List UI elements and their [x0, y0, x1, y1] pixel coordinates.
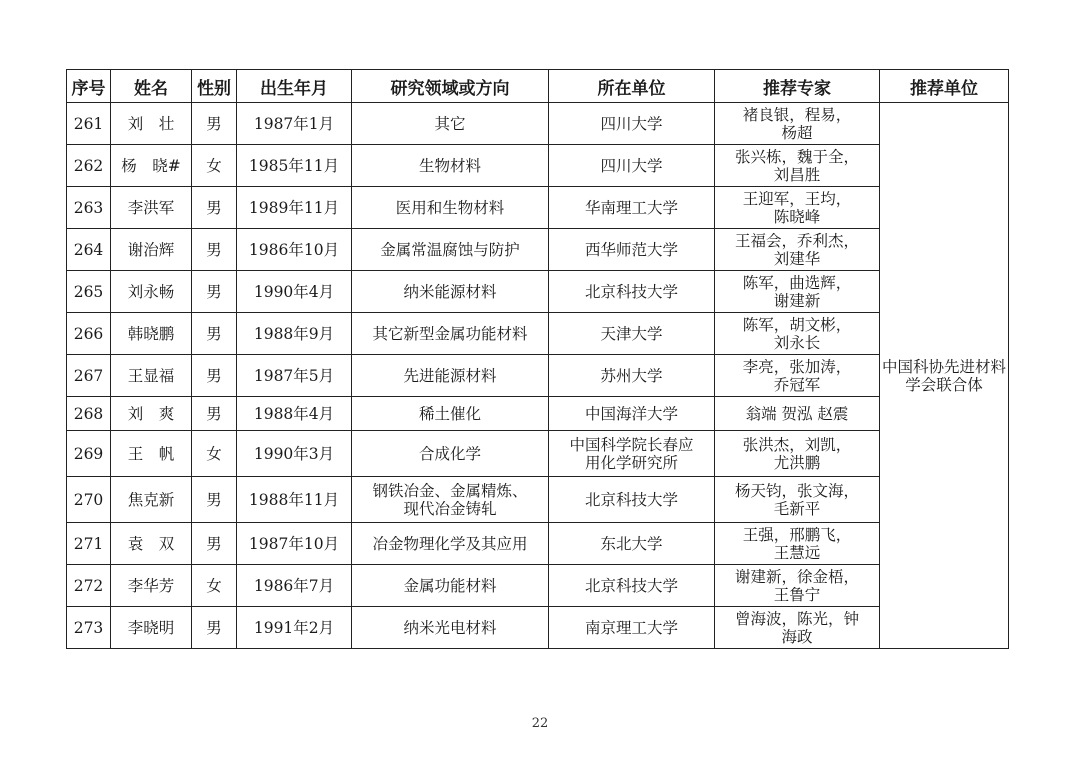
cell-org: 西华师范大学 — [549, 229, 715, 271]
table-row — [67, 103, 1009, 145]
cell-org: 北京科技大学 — [549, 565, 715, 607]
cell-seq: 265 — [67, 271, 111, 313]
cell-name: 李华芳 — [111, 565, 192, 607]
cell-gender: 女 — [192, 565, 237, 607]
header-name: 姓名 — [111, 70, 192, 103]
cell-field: 医用和生物材料 — [352, 187, 549, 229]
table-row — [67, 523, 1009, 565]
table-row — [67, 355, 1009, 397]
cell-gender: 男 — [192, 271, 237, 313]
cell-birth: 1985年11月 — [237, 145, 352, 187]
cell-org: 天津大学 — [549, 313, 715, 355]
cell-seq: 272 — [67, 565, 111, 607]
cell-org: 中国科学院长春应 用化学研究所 — [549, 431, 715, 477]
cell-org: 北京科技大学 — [549, 477, 715, 523]
header-org: 所在单位 — [549, 70, 715, 103]
cell-org: 四川大学 — [549, 145, 715, 187]
cell-name: 韩晓鹏 — [111, 313, 192, 355]
header-birth: 出生年月 — [237, 70, 352, 103]
cell-gender: 男 — [192, 397, 237, 431]
cell-name: 焦克新 — [111, 477, 192, 523]
cell-seq: 266 — [67, 313, 111, 355]
cell-gender: 女 — [192, 431, 237, 477]
cell-experts: 张兴栋，魏于全， 刘昌胜 — [715, 145, 880, 187]
cell-field: 冶金物理化学及其应用 — [352, 523, 549, 565]
cell-birth: 1986年10月 — [237, 229, 352, 271]
cell-field: 钢铁冶金、金属精炼、 现代冶金铸轧 — [352, 477, 549, 523]
header-row — [67, 70, 1009, 103]
cell-experts: 陈军，曲选辉， 谢建新 — [715, 271, 880, 313]
cell-experts: 曾海波，陈光，钟 海政 — [715, 607, 880, 649]
cell-org: 华南理工大学 — [549, 187, 715, 229]
cell-birth: 1988年4月 — [237, 397, 352, 431]
cell-birth: 1989年11月 — [237, 187, 352, 229]
cell-experts: 陈军，胡文彬， 刘永长 — [715, 313, 880, 355]
cell-seq: 268 — [67, 397, 111, 431]
cell-birth: 1990年3月 — [237, 431, 352, 477]
cell-seq: 270 — [67, 477, 111, 523]
cell-experts: 王迎军，王均， 陈晓峰 — [715, 187, 880, 229]
cell-experts: 杨天钧，张文海， 毛新平 — [715, 477, 880, 523]
cell-field: 其它新型金属功能材料 — [352, 313, 549, 355]
table-row — [67, 565, 1009, 607]
cell-org: 四川大学 — [549, 103, 715, 145]
cell-field: 生物材料 — [352, 145, 549, 187]
candidate-table — [66, 69, 1009, 649]
cell-birth: 1990年4月 — [237, 271, 352, 313]
cell-seq: 263 — [67, 187, 111, 229]
header-recommender: 推荐单位 — [880, 70, 1009, 103]
header-experts: 推荐专家 — [715, 70, 880, 103]
cell-field: 金属常温腐蚀与防护 — [352, 229, 549, 271]
cell-name: 刘 爽 — [111, 397, 192, 431]
cell-name: 谢治辉 — [111, 229, 192, 271]
cell-org: 苏州大学 — [549, 355, 715, 397]
table-row — [67, 477, 1009, 523]
cell-experts: 王强，邢鹏飞， 王慧远 — [715, 523, 880, 565]
cell-experts: 王福会，乔利杰， 刘建华 — [715, 229, 880, 271]
cell-experts: 翁端 贺泓 赵震 — [715, 397, 880, 431]
cell-field: 稀土催化 — [352, 397, 549, 431]
cell-birth: 1988年11月 — [237, 477, 352, 523]
table-body — [67, 103, 1009, 649]
table-row — [67, 145, 1009, 187]
cell-experts: 李亮，张加涛， 乔冠军 — [715, 355, 880, 397]
cell-experts: 谢建新，徐金梧， 王鲁宁 — [715, 565, 880, 607]
cell-experts: 张洪杰，刘凯， 尤洪鹏 — [715, 431, 880, 477]
cell-gender: 男 — [192, 607, 237, 649]
cell-seq: 262 — [67, 145, 111, 187]
cell-field: 纳米光电材料 — [352, 607, 549, 649]
cell-field: 合成化学 — [352, 431, 549, 477]
table-row — [67, 271, 1009, 313]
table-row — [67, 187, 1009, 229]
cell-name: 王 帆 — [111, 431, 192, 477]
cell-birth: 1987年10月 — [237, 523, 352, 565]
table-row — [67, 431, 1009, 477]
table-row — [67, 313, 1009, 355]
header-field: 研究领域或方向 — [352, 70, 549, 103]
cell-seq: 261 — [67, 103, 111, 145]
header-gender: 性别 — [192, 70, 237, 103]
cell-name: 刘 壮 — [111, 103, 192, 145]
cell-recommender: 中国科协先进材料学会联合体 — [880, 103, 1009, 649]
cell-seq: 273 — [67, 607, 111, 649]
cell-birth: 1991年2月 — [237, 607, 352, 649]
table-row — [67, 607, 1009, 649]
cell-seq: 269 — [67, 431, 111, 477]
cell-name: 王显福 — [111, 355, 192, 397]
cell-name: 袁 双 — [111, 523, 192, 565]
cell-birth: 1987年5月 — [237, 355, 352, 397]
cell-field: 纳米能源材料 — [352, 271, 549, 313]
header-seq: 序号 — [67, 70, 111, 103]
cell-seq: 267 — [67, 355, 111, 397]
cell-birth: 1988年9月 — [237, 313, 352, 355]
cell-name: 刘永畅 — [111, 271, 192, 313]
table-row — [67, 397, 1009, 431]
cell-name: 李晓明 — [111, 607, 192, 649]
cell-gender: 女 — [192, 145, 237, 187]
cell-gender: 男 — [192, 523, 237, 565]
cell-birth: 1987年1月 — [237, 103, 352, 145]
cell-field: 金属功能材料 — [352, 565, 549, 607]
cell-name: 杨 晓# — [111, 145, 192, 187]
cell-org: 北京科技大学 — [549, 271, 715, 313]
cell-gender: 男 — [192, 103, 237, 145]
cell-gender: 男 — [192, 187, 237, 229]
cell-name: 李洪军 — [111, 187, 192, 229]
table-row — [67, 229, 1009, 271]
cell-gender: 男 — [192, 355, 237, 397]
cell-gender: 男 — [192, 229, 237, 271]
cell-field: 其它 — [352, 103, 549, 145]
cell-seq: 271 — [67, 523, 111, 565]
cell-org: 东北大学 — [549, 523, 715, 565]
cell-org: 南京理工大学 — [549, 607, 715, 649]
page-number: 22 — [531, 716, 549, 731]
cell-seq: 264 — [67, 229, 111, 271]
cell-birth: 1986年7月 — [237, 565, 352, 607]
cell-gender: 男 — [192, 313, 237, 355]
cell-org: 中国海洋大学 — [549, 397, 715, 431]
cell-gender: 男 — [192, 477, 237, 523]
cell-field: 先进能源材料 — [352, 355, 549, 397]
cell-experts: 褚良银，程易， 杨超 — [715, 103, 880, 145]
